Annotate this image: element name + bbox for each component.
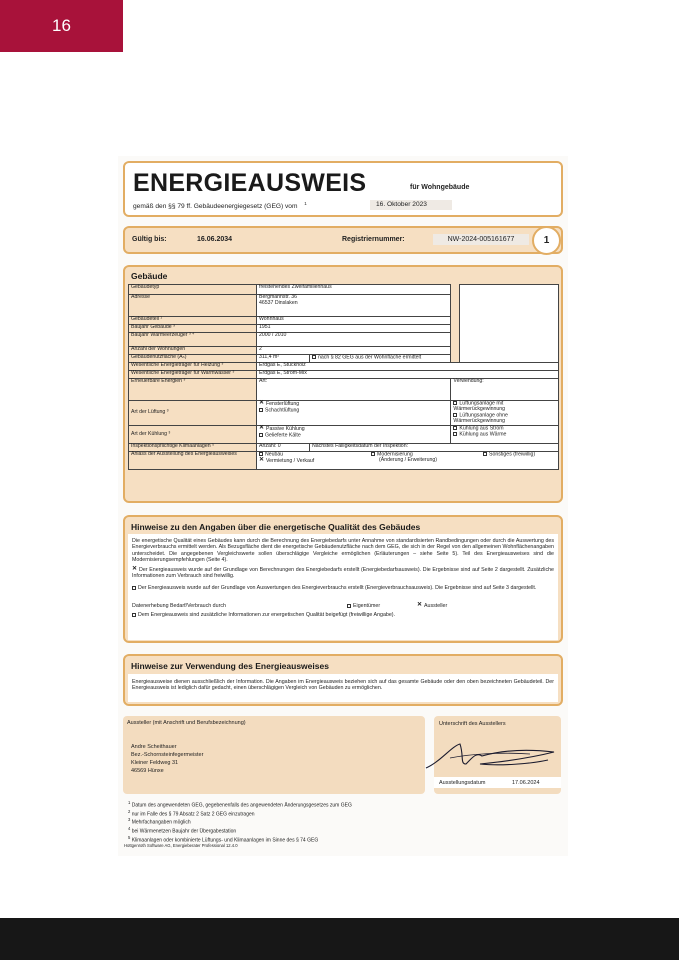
building-panel [123,265,563,503]
demand-checked-icon: ✕ [132,566,138,573]
quality-notes-title: Hinweise zu den Angaben über die energetische Qualität des Gebäudes [131,522,421,532]
footnote-3: $^3$ Mehrfachangaben möglich [128,817,191,826]
footnote-2: $^2$ nur im Falle des § 79 Absatz 2 Satz 2 GEG einzutragen [128,808,255,818]
issuer-label: Aussteller (mit Anschrift und Berufsbezeichnung) [127,720,246,726]
building-part-label: Gebäudeteil ¹ [129,317,257,325]
floor-area-method: nach § 82 GEG aus der Wohnfläche ermittelt [310,355,451,363]
construction-year-value: 1951 [257,325,451,333]
issuer-box [123,716,425,794]
other-checkbox [483,452,487,456]
apartments-label: Anzahl der Wohnungen [129,347,257,355]
signature-label: Unterschrift des Ausstellers [439,721,506,727]
inspection-next-date: Nächstes Fälligkeitsdatum der Inspektion: [310,443,559,451]
footnote-5: $^5$ Klimaanlagen oder kombinierte Lüftungs- und Klimaanlagen im Sinne des § 74 GEG [128,834,319,844]
page-number-badge: 16 [0,0,123,52]
document-title: ENERGIEAUSWEIS [133,169,367,197]
lueftung-ohne-wrg-checkbox [453,413,457,417]
issuer-checked-icon: ✕ [417,602,423,609]
law-reference: gemäß den §§ 79 ff. Gebäudeenergiegesetz (GEG) vom $^1$ [133,201,307,211]
footnotes [128,800,428,843]
cooling-options-left: ✕ Passive Kühlung Gelieferte Kälte [257,425,451,443]
ventilation-label: Art der Lüftung ³ [129,401,257,426]
quality-option-additional: Dem Energieausweis sind zusätzliche Informationen zur energetischen Qualität beigefügt (freiwillige Angabe). [132,612,554,618]
reason-label: Anlass der Ausstellung des Energieausweises [129,451,257,469]
rental-sale-checked-icon: ✕ [259,457,265,464]
document-subtitle: für Wohngebäude [410,184,470,191]
quality-notes-panel [123,515,563,643]
cooling-options-right: Kühlung aus Strom Kühlung aus Wärme [451,425,559,443]
schachtlueftung-checkbox [259,408,263,412]
delivered-cold-checkbox [259,433,263,437]
lueftung-mit-wrg-checkbox [453,401,457,405]
survey-row: Datenerhebung Bedarf/Verbrauch durch Eigentümer ✕ Aussteller [132,602,448,609]
quality-option-demand: ✕ Der Energieausweis wurde auf der Grundlage von Berechnungen des Energiebedarfs erstellt (Energiebedarfsausweis). Die Ergebnisse sind auf Seite 2 dargestellt. Zusätzliche Informationen zum Verbrauch sind freiwillig. [132,566,554,580]
address-label: Adresse [129,295,257,317]
cooling-heat-checkbox [453,432,457,436]
floor-area-checkbox [312,355,316,359]
issue-date-label: Ausstellungsdatum [439,780,486,786]
construction-year-label: Baujahr Gebäude ³ [129,325,257,333]
quality-option-consumption: Der Energieausweis wurde auf der Grundlage von Auswertungen des Energieverbrauchs erstellt (Energieverbrauchsausweis). Die Ergebnisse sind auf Seite 3 dargestellt. [132,585,554,591]
registration-label: Registriernummer: [342,236,405,243]
additional-info-checkbox [132,613,136,617]
building-table [128,284,559,470]
owner-checkbox [347,604,351,608]
quality-notes-text: Die energetische Qualität eines Gebäudes kann durch die Berechnung des Energiebedarfs unter Annahme von standardisierten Randbedingungen oder durch die Auswertung des Energieverbrauchs ermittelt werden. Als Bezugsfläche dient die energetische Gebäudenutzfläche nach dem GEG, die sich in der Regel von den allgemeinen Wohnflächenangaben unterscheidet. Die angegebenen Vergleichswerte sollen überschlägige Vergleiche ermöglichen (Erläuterungen – siehe Seite 5). Teil des Energieausweises sind die Modernisierungsempfehlungen (Seite 4). [132,538,554,564]
ventilation-options-left: ✕ Fensterlüftung Schachtlüftung [257,401,451,426]
hot-water-carrier-value: Erdgas E, Strom-Mix [257,371,559,379]
building-part-value: Wohnhaus [257,317,451,325]
valid-until-value: 16.06.2034 [197,236,233,243]
signature-box [434,716,561,794]
passive-cooling-checked-icon: ✕ [259,424,265,431]
software-credit: Hottgenroth Software AG, Energieberater Professional 12.4.0 [124,843,238,848]
energy-certificate-document [118,156,568,856]
apartments-value: 2 [257,347,451,355]
usage-notes-title: Hinweise zur Verwendung des Energieausweises [131,661,329,671]
heater-year-value: 2000 / 2010 [257,333,451,347]
building-type-label: Gebäudetyp [129,285,257,295]
floor-area-label: Gebäudenutzfläche (Aₙ) [129,355,257,363]
footnote-1: $^1$ Datum des angewendeten GEG, gegebenenfalls des angewendeten Änderungsgesetzes zum GEG [128,800,352,809]
new-build-checkbox [259,452,263,456]
page-number-circle: 1 [532,226,561,255]
heating-carrier-value: Erdgas E, Stückholz [257,363,559,371]
bottom-bar [0,918,679,960]
hot-water-carrier-label: Wesentliche Energieträger für Warmwasser ³ [129,371,257,379]
signature-icon [420,738,560,774]
modernisation-checkbox [371,452,375,456]
renewable-use: Verwendung: [451,379,559,401]
heating-carrier-label: Wesentliche Energieträger für Heizung ³ [129,363,257,371]
renewable-type: Art: [257,379,451,401]
cooling-electricity-checkbox [453,426,457,430]
inspection-count: Anzahl: 0 [257,443,310,451]
inspection-label: Inspektionspflichtige Klimaanlagen ⁵ [129,443,257,451]
floor-area-value: 311,4 m² [257,355,310,363]
reason-options: Neubau ✕ Vermietung / Verkauf Modernisierung (Änderung / Erweiterung) Sonstiges (freiwillig) [257,451,559,469]
registration-number: NW-2024-005161677 [433,234,529,245]
law-date: 16. Oktober 2023 [370,200,452,210]
renewable-label: Erneuerbare Energien ³ [129,379,257,401]
cooling-label: Art der Kühlung ³ [129,425,257,443]
validity-panel [123,226,563,254]
usage-notes-text: Energieausweise dienen ausschließlich der Information. Die Angaben im Energieausweis beziehen sich auf das gesamte Gebäude oder den oben bezeichneten Gebäudeteil. Der Energieausweis ist lediglich dafür gedacht, einen überschlägigen Vergleich von Gebäuden zu ermöglichen. [132,679,554,692]
ventilation-options-right: Lüftungsanlage mit Wärmerückgewinnung Lüftungsanlage ohne Wärmerückgewinnung [451,401,559,426]
issue-date-value: 17.06.2024 [512,780,540,786]
building-title: Gebäude [131,271,168,281]
building-type-value: freistehendes Zweifamilienhaus [257,285,451,295]
consumption-checkbox [132,586,136,590]
valid-until-label: Gültig bis: [132,236,167,243]
heater-year-label: Baujahr Wärmeerzeuger ³ ⁴ [129,333,257,347]
fensterlueftung-checked-icon: ✕ [259,400,265,406]
issuer-address: Andre Scheithauer Bez.-Schornsteinfegermeister Kleiner Feldweg 31 46569 Hünxe [131,744,204,774]
usage-notes-panel [123,654,563,706]
address-value: Bergmannstr. 36 46537 Dinslaken [257,295,451,317]
header-panel [123,161,563,217]
footnote-4: $^4$ bei Wärmenetzen Baujahr der Übergabestation [128,825,237,835]
